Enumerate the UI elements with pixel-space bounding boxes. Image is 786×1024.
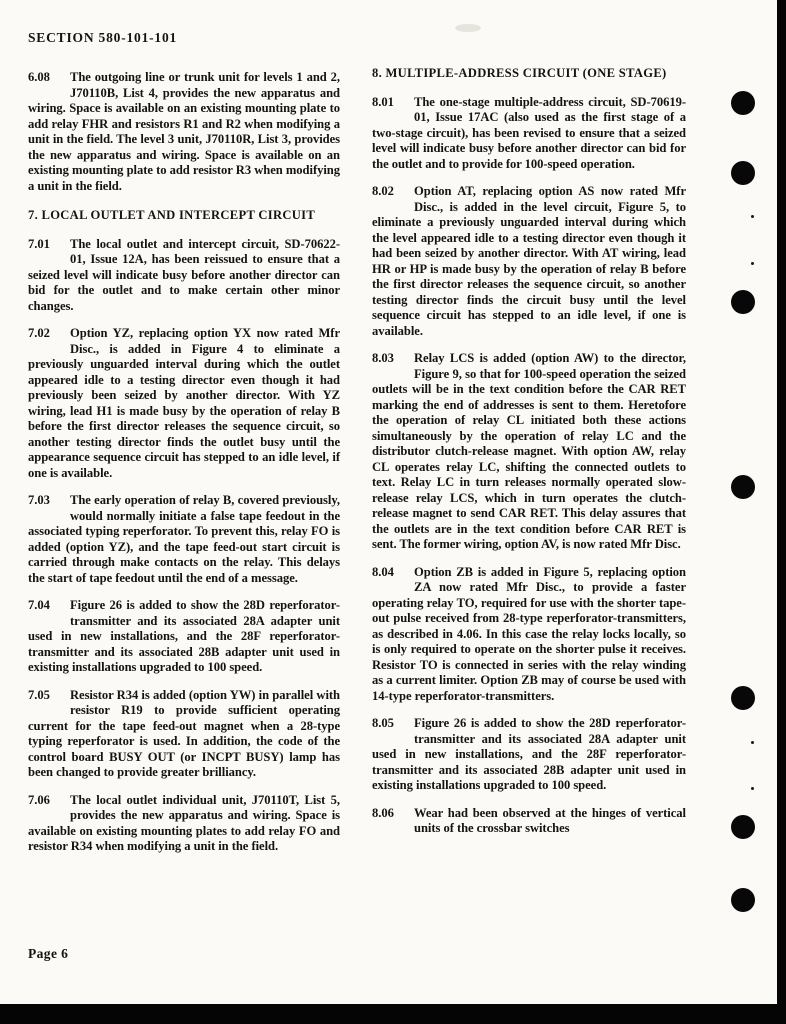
paragraph-7-02 xyxy=(28,326,340,481)
paragraph-text: The local outlet individual unit, J70110T, List 5, provides the new apparatus and wiring. Space is available on existing mounting plates to add relay FO and resistor R34 when modifying a unit in the field. xyxy=(28,792,340,853)
registration-dot xyxy=(731,815,755,839)
paragraph-8-01 xyxy=(372,95,686,173)
paragraph-8-04 xyxy=(372,565,686,705)
paragraph-number: 7.03 xyxy=(28,493,50,507)
paragraph-text: Resistor R34 is added (option YW) in parallel with resistor R19 to provide sufficient operating current for the tape feed-out magnet when a 28-type typing reperforator is used. In addition, the code of the control board BUSY OUT (or INCPT BUSY) lamp has been changed to provide greater brilliancy. xyxy=(28,687,340,779)
registration-dot xyxy=(731,161,755,185)
paragraph-text: The local outlet and intercept circuit, SD-70622-01, Issue 12A, has been reissued to ensure that a seized level will indicate busy before another director can bid for the outlet and to make certain other minor changes. xyxy=(28,236,340,313)
paragraph-7-05 xyxy=(28,688,340,781)
paragraph-text: The early operation of relay B, covered previously, would normally initiate a false tape feedout in the associated typing reperforator. To prevent this, relay FO is added (option YZ), and the tape feed-out start circuit is carried through make contacts on the relay. This delays the start of tape feedout until the end of a message. xyxy=(28,493,340,585)
paragraph-number: 8.04 xyxy=(372,564,394,579)
paragraph-number: 7.05 xyxy=(28,687,50,702)
scan-speck xyxy=(751,215,754,218)
paragraph-text: Option ZB is added in Figure 5, replacing option ZA now rated Mfr Disc., to provide a faster operating relay TO, required for use with the shorter tape-out pulse received from 28-type reperforator-transmitters, as described in 4.06. In this case the relay locks locally, so is only required to operate on the shorter pulse it receives. Resistor TO is connected in series with the relay winding as a current limiter. Option ZB may of course be used with 14-type reperforator-transmitters. xyxy=(372,564,686,703)
paragraph-number: 6.08 xyxy=(28,70,50,84)
registration-dot xyxy=(731,290,755,314)
paragraph-8-02 xyxy=(372,184,686,339)
paragraph-text: The outgoing line or trunk unit for levels 1 and 2, J70110B, List 4, provides the new apparatus and wiring. Space is available on an existing mounting plate to add relay FHR and resistors R1 and R2 when modifying a unit in the field. The level 3 unit, J70110R, List 3, provides the new apparatus and wiring. Space is available on an existing mounting plate to add resistor R3 when modifying a unit in the field. xyxy=(28,70,340,193)
paragraph-number: 8.06 xyxy=(372,805,394,820)
paragraph-number: 8.05 xyxy=(372,716,394,730)
paragraph-number: 8.02 xyxy=(372,184,394,198)
registration-dot xyxy=(731,686,755,710)
paragraph-number: 7.02 xyxy=(28,326,50,340)
section-number-header: SECTION 580-101-101 xyxy=(28,30,178,45)
paragraph-text: Figure 26 is added to show the 28D reperforator-transmitter and its associated 28A adapter unit used in new installations, and the 28F reperforator-transmitter and its associated 28B adapter unit used in existing installations upgraded to 100 speed. xyxy=(28,598,340,674)
paragraph-text: Relay LCS is added (option AW) to the director, Figure 9, so that for 100-speed operation the seized outlets will be in the text condition before the CAR RET marking the end of addresses is sent to them. Heretofore the operation of relay CL initiated both these actions simultaneously by the operation of relay LC and the distributor clutch-release magnet. With option AW, relay CL operates relay LC, shifting the connected outlets to text. Relay LC in turn releases normally operated slow-release relay LCS, which in turn operates the clutch-release magnet to send CAR RET. This delay assures that the outlets are in the text condition before CAR RET is sent. The former wiring, option AV, is now rated Mfr Disc. xyxy=(372,351,686,551)
scan-speck xyxy=(751,741,754,744)
paragraph-text: The one-stage multiple-address circuit, SD-70619-01, Issue 17AC (also used as the first stage of a two-stage circuit), has been revised to ensure that a seized level will indicate busy before another director can bid for the outlet and to provide for 100-speed operation. xyxy=(372,94,686,171)
scan-right-edge xyxy=(777,0,786,1024)
paragraph-8-05 xyxy=(372,716,686,794)
right-column xyxy=(372,66,686,837)
left-column xyxy=(28,70,340,855)
paragraph-text: Wear had been observed at the hinges of vertical units of the crossbar switches xyxy=(414,805,686,835)
paragraph-8-06 xyxy=(372,806,686,837)
paragraph-7-03 xyxy=(28,493,340,586)
paragraph-6-08 xyxy=(28,70,340,194)
paragraph-text: Option AT, replacing option AS now rated Mfr Disc., is added in the level circuit, Figure 5, to eliminate a previously unguarded interval during which the level appeared idle to a testing director even though it had been seized by another director. With AT wiring, lead HR or HP is made busy by the operation of relay B before the first director releases the sequence circuit, so another testing director finds the circuit busy until the level sequence circuit has stepped to an idle level, if one is available. xyxy=(372,184,686,338)
scan-smudge xyxy=(455,24,481,32)
paragraph-number: 8.03 xyxy=(372,351,394,365)
paragraph-number: 8.01 xyxy=(372,94,394,109)
section-heading-7: 7. LOCAL OUTLET AND INTERCEPT CIRCUIT xyxy=(28,208,316,222)
paragraph-7-06 xyxy=(28,793,340,855)
paragraph-7-01 xyxy=(28,237,340,315)
paragraph-number: 7.04 xyxy=(28,598,50,612)
paragraph-text: Option YZ, replacing option YX now rated Mfr Disc., is added in Figure 4 to eliminate a previously unguarded interval during which the outlet appeared idle to a testing director even though it had previously been seized by another director. With YZ wiring, lead H1 is made busy by the operation of relay B before the first director releases the sequence circuit, so another testing director finds the outlet busy until the appearance sequence circuit has stepped to an idle level, if one is available. xyxy=(28,326,340,480)
paragraph-number: 7.01 xyxy=(28,236,50,251)
paragraph-text: Figure 26 is added to show the 28D reperforator-transmitter and its associated 28A adapter unit used in new installations, and the 28F reperforator-transmitter and its associated 28B adapter unit used in existing installations upgraded to 100 speed. xyxy=(372,716,686,792)
section-heading-8: 8. MULTIPLE-ADDRESS CIRCUIT (ONE STAGE) xyxy=(372,66,667,80)
scan-bottom-edge xyxy=(0,1004,786,1024)
registration-dot xyxy=(731,475,755,499)
registration-dot xyxy=(731,888,755,912)
scan-speck xyxy=(751,262,754,265)
paragraph-7-04 xyxy=(28,598,340,676)
paragraph-number: 7.06 xyxy=(28,792,50,807)
scan-speck xyxy=(751,787,754,790)
paragraph-8-03 xyxy=(372,351,686,553)
registration-dot xyxy=(731,91,755,115)
page-number-footer: Page 6 xyxy=(28,946,69,961)
